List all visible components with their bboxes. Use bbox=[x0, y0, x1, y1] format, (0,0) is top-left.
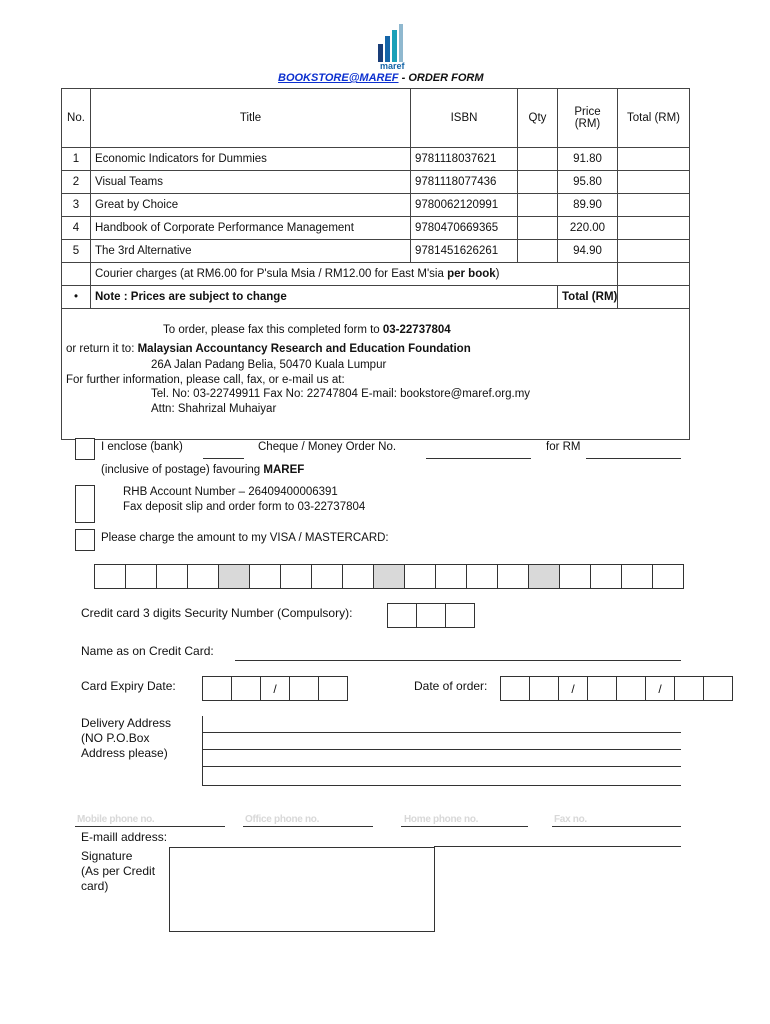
courier-row bbox=[62, 263, 690, 286]
row-title: Economic Indicators for Dummies bbox=[91, 148, 411, 171]
cheque-amount-field[interactable] bbox=[586, 458, 681, 459]
row-qty-input[interactable] bbox=[518, 240, 558, 263]
row-price: 94.90 bbox=[558, 240, 618, 263]
row-price: 220.00 bbox=[558, 217, 618, 240]
bank-cheque-checkbox[interactable] bbox=[75, 438, 95, 460]
col-header-no: No. bbox=[62, 89, 91, 148]
date-cell[interactable] bbox=[530, 677, 559, 700]
row-qty-input[interactable] bbox=[518, 194, 558, 217]
col-header-price: Price (RM) bbox=[558, 89, 618, 148]
row-price: 95.80 bbox=[558, 171, 618, 194]
table-row bbox=[62, 240, 690, 263]
security-number-label: Credit card 3 digits Security Number (Compulsory): bbox=[81, 606, 353, 620]
delivery-address-line[interactable] bbox=[202, 732, 681, 733]
favouring-text: (inclusive of postage) favouring MAREF bbox=[101, 464, 305, 476]
card-digit-cell[interactable] bbox=[126, 565, 157, 588]
row-no: 2 bbox=[62, 171, 91, 194]
table-row bbox=[62, 171, 690, 194]
row-title: Visual Teams bbox=[91, 171, 411, 194]
card-digit-cell[interactable] bbox=[312, 565, 343, 588]
street-address: 26A Jalan Padang Belia, 50470 Kuala Lumpur bbox=[151, 359, 387, 371]
col-header-isbn: ISBN bbox=[411, 89, 518, 148]
row-total-input[interactable] bbox=[618, 171, 690, 194]
row-isbn: 9780470669365 bbox=[411, 217, 518, 240]
bank-name-field[interactable] bbox=[203, 458, 244, 459]
row-title: Handbook of Corporate Performance Management bbox=[91, 217, 411, 240]
date-slash: / bbox=[646, 677, 675, 700]
enclose-label: I enclose (bank) bbox=[101, 441, 183, 453]
date-cell[interactable] bbox=[588, 677, 617, 700]
row-total-input[interactable] bbox=[618, 217, 690, 240]
row-title: The 3rd Alternative bbox=[91, 240, 411, 263]
date-cell[interactable] bbox=[675, 677, 704, 700]
signature-label: Signature (As per Credit card) bbox=[81, 849, 156, 893]
table-header-row bbox=[62, 89, 690, 148]
card-digit-cell[interactable] bbox=[188, 565, 219, 588]
courier-total-input[interactable] bbox=[618, 263, 690, 286]
email-label: E-maill address: bbox=[81, 830, 168, 844]
fax-instruction: To order, please fax this completed form to 03-22737804 bbox=[163, 324, 451, 336]
col-header-qty: Qty bbox=[518, 89, 558, 148]
rhb-account: RHB Account Number – 26409400006391 bbox=[123, 486, 338, 498]
security-digit-cell[interactable] bbox=[417, 604, 446, 627]
security-digit-cell[interactable] bbox=[388, 604, 417, 627]
delivery-address-line[interactable] bbox=[202, 785, 681, 786]
order-table bbox=[61, 88, 690, 309]
card-separator-cell bbox=[219, 565, 250, 588]
form-title-brand: BOOKSTORE@MAREF bbox=[278, 72, 399, 84]
fax-deposit: Fax deposit slip and order form to 03-22737804 bbox=[123, 501, 366, 513]
card-number-field[interactable] bbox=[94, 564, 684, 589]
card-separator-cell bbox=[374, 565, 405, 588]
card-digit-cell[interactable] bbox=[250, 565, 281, 588]
card-digit-cell[interactable] bbox=[343, 565, 374, 588]
date-slash: / bbox=[559, 677, 588, 700]
office-phone-field[interactable] bbox=[243, 826, 373, 827]
price-note: Note : Prices are subject to change bbox=[91, 286, 558, 309]
expiry-cell[interactable] bbox=[232, 677, 261, 700]
security-digit-cell[interactable] bbox=[446, 604, 474, 627]
bullet-icon: • bbox=[62, 286, 91, 309]
courier-charges: Courier charges (at RM6.00 for P'sula Msia / RM12.00 for East M'sia per book) bbox=[91, 263, 618, 286]
order-date-field[interactable] bbox=[500, 676, 733, 701]
cheque-number-field[interactable] bbox=[426, 458, 531, 459]
row-total-input[interactable] bbox=[618, 240, 690, 263]
bank-deposit-checkbox[interactable] bbox=[75, 485, 95, 523]
row-qty-input[interactable] bbox=[518, 217, 558, 240]
card-digit-cell[interactable] bbox=[653, 565, 683, 588]
expiry-cell[interactable] bbox=[203, 677, 232, 700]
form-title-suffix: - ORDER FORM bbox=[401, 72, 484, 84]
office-phone-label: Office phone no. bbox=[245, 814, 320, 825]
row-qty-input[interactable] bbox=[518, 171, 558, 194]
home-phone-field[interactable] bbox=[401, 826, 528, 827]
row-price: 91.80 bbox=[558, 148, 618, 171]
attention: Attn: Shahrizal Muhaiyar bbox=[151, 403, 277, 415]
row-no: 3 bbox=[62, 194, 91, 217]
row-isbn: 9781118037621 bbox=[411, 148, 518, 171]
home-phone-label: Home phone no. bbox=[404, 814, 479, 825]
card-digit-cell[interactable] bbox=[95, 565, 126, 588]
card-digit-cell[interactable] bbox=[157, 565, 188, 588]
col-header-total: Total (RM) bbox=[618, 89, 690, 148]
card-digit-cell[interactable] bbox=[281, 565, 312, 588]
card-digit-cell[interactable] bbox=[622, 565, 653, 588]
expiry-date-field[interactable] bbox=[202, 676, 348, 701]
row-total-input[interactable] bbox=[618, 148, 690, 171]
table-row bbox=[62, 148, 690, 171]
row-no: 1 bbox=[62, 148, 91, 171]
delivery-address-label: Delivery Address (NO P.O.Box Address please) bbox=[81, 716, 172, 760]
card-digit-cell[interactable] bbox=[436, 565, 467, 588]
logo-text: maref bbox=[380, 61, 405, 71]
card-separator-cell bbox=[529, 565, 560, 588]
row-price: 89.90 bbox=[558, 194, 618, 217]
date-cell[interactable] bbox=[704, 677, 732, 700]
delivery-divider bbox=[202, 716, 203, 786]
form-title bbox=[278, 72, 483, 84]
card-digit-cell[interactable] bbox=[498, 565, 529, 588]
row-no: 5 bbox=[62, 240, 91, 263]
return-address: or return it to: Malaysian Accountancy Research and Education Foundation bbox=[66, 343, 471, 355]
expiry-label: Card Expiry Date: bbox=[81, 679, 176, 693]
mobile-phone-label: Mobile phone no. bbox=[77, 814, 155, 825]
order-date-label: Date of order: bbox=[414, 679, 488, 693]
row-qty-input[interactable] bbox=[518, 148, 558, 171]
date-cell[interactable] bbox=[617, 677, 646, 700]
card-digit-cell[interactable] bbox=[467, 565, 498, 588]
signature-box[interactable] bbox=[169, 847, 435, 932]
security-number-field[interactable] bbox=[387, 603, 475, 628]
row-isbn: 9781451626261 bbox=[411, 240, 518, 263]
credit-card-checkbox[interactable] bbox=[75, 529, 95, 551]
table-row bbox=[62, 217, 690, 240]
expiry-cell[interactable] bbox=[319, 677, 347, 700]
date-slash: / bbox=[261, 677, 290, 700]
card-digit-cell[interactable] bbox=[591, 565, 622, 588]
card-digit-cell[interactable] bbox=[560, 565, 591, 588]
mobile-phone-field[interactable] bbox=[75, 826, 225, 827]
card-name-field[interactable] bbox=[235, 660, 681, 661]
for-rm-label: for RM bbox=[546, 441, 581, 453]
grand-total-label: Total (RM) bbox=[558, 286, 618, 309]
row-isbn: 9781118077436 bbox=[411, 171, 518, 194]
cheque-label: Cheque / Money Order No. bbox=[258, 441, 397, 453]
row-isbn: 9780062120991 bbox=[411, 194, 518, 217]
charge-card-label: Please charge the amount to my VISA / MASTERCARD: bbox=[101, 532, 389, 544]
further-info: For further information, please call, fax, or e-mail us at: bbox=[66, 374, 345, 386]
delivery-address-line[interactable] bbox=[202, 766, 681, 767]
row-title: Great by Choice bbox=[91, 194, 411, 217]
fax-label: Fax no. bbox=[554, 814, 587, 825]
date-cell[interactable] bbox=[501, 677, 530, 700]
email-field[interactable] bbox=[434, 846, 681, 847]
row-no: 4 bbox=[62, 217, 91, 240]
expiry-cell[interactable] bbox=[290, 677, 319, 700]
col-header-title: Title bbox=[91, 89, 411, 148]
card-digit-cell[interactable] bbox=[405, 565, 436, 588]
fax-field[interactable] bbox=[552, 826, 681, 827]
contact-details: Tel. No: 03-22749911 Fax No: 22747804 E-mail: bookstore@maref.org.my bbox=[151, 388, 531, 400]
row-total-input[interactable] bbox=[618, 194, 690, 217]
table-row bbox=[62, 194, 690, 217]
order-info-box bbox=[61, 306, 690, 440]
card-name-label: Name as on Credit Card: bbox=[81, 644, 214, 658]
delivery-address-line[interactable] bbox=[202, 749, 681, 750]
